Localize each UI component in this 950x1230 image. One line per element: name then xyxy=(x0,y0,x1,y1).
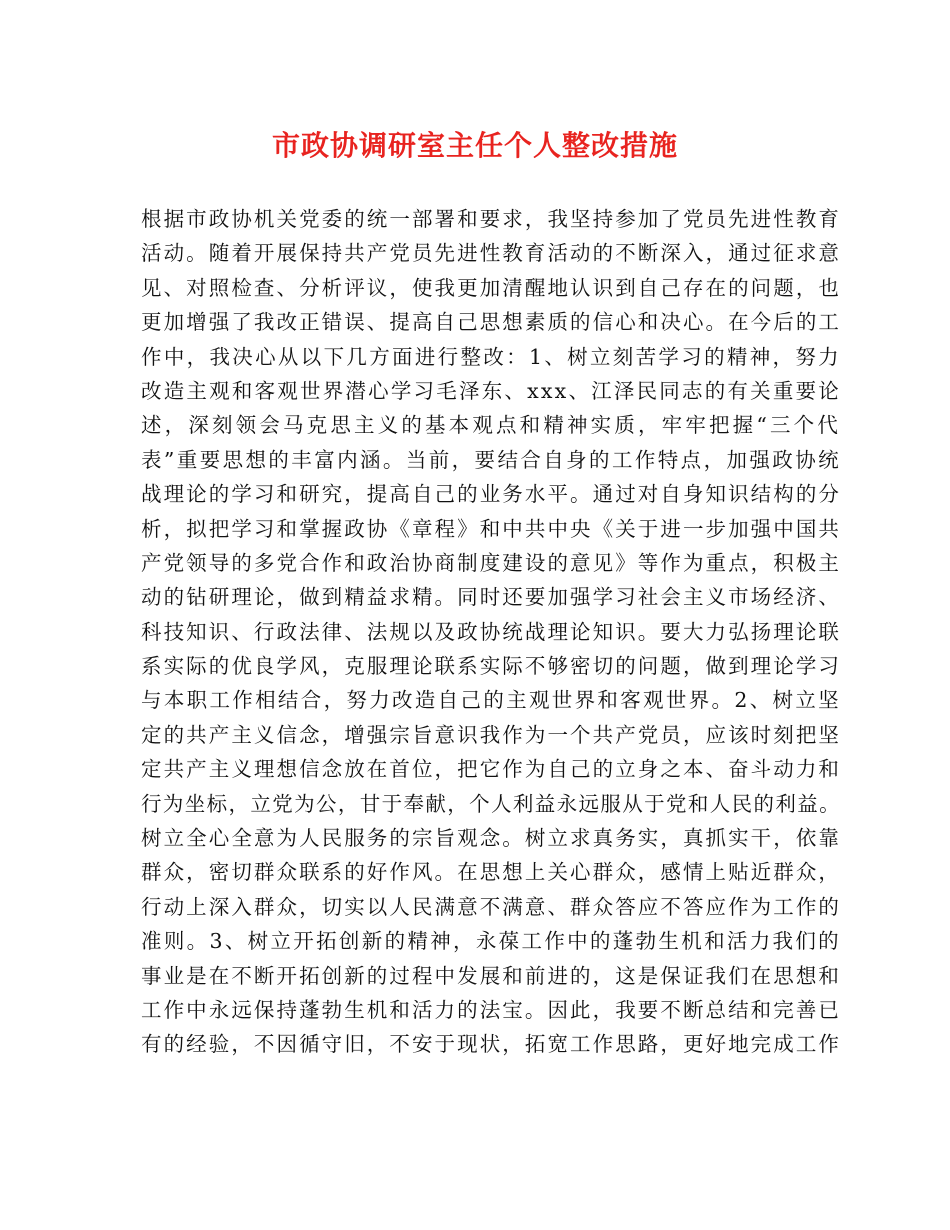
body-line: 事业是在不断开拓创新的过程中发展和前进的，这是保证我们在思想和 xyxy=(141,963,842,988)
body-line: 改造主观和客观世界潜心学习毛泽东、xxx、江泽民同志的有关重要论 xyxy=(141,378,841,403)
body-line: 有的经验，不因循守旧，不安于现状，拓宽工作思路，更好地完成工作 xyxy=(141,1032,842,1057)
body-line: 系实际的优良学风，克服理论联系实际不够密切的问题，做到理论学习 xyxy=(141,654,842,679)
document-body xyxy=(141,202,841,1062)
body-line: 根据市政协机关党委的统一部署和要求，我坚持参加了党员先进性教育 xyxy=(141,207,842,231)
body-line: 定的共产主义信念，增强宗旨意识我作为一个共产党员，应该时刻把坚 xyxy=(141,722,842,747)
body-line: 行动上深入群众，切实以人民满意不满意、群众答应不答应作为工作的 xyxy=(141,894,842,919)
body-line: 战理论的学习和研究，提高自己的业务水平。通过对自身知识结构的分 xyxy=(141,482,842,507)
body-line: 准则。3、树立开拓创新的精神，永葆工作中的蓬勃生机和活力我们的 xyxy=(141,929,841,954)
body-line: 表”重要思想的丰富内涵。当前，要结合自身的工作特点，加强政协统 xyxy=(141,447,842,472)
body-line: 科技知识、行政法律、法规以及政协统战理论知识。要大力弘扬理论联 xyxy=(141,619,842,644)
body-line: 工作中永远保持蓬勃生机和活力的法宝。因此，我要不断总结和完善已 xyxy=(141,997,842,1022)
document-title: 市政协调研室主任个人整改措施 xyxy=(271,129,678,162)
body-line: 动的钻研理论，做到精益求精。同时还要加强学习社会主义市场经济、 xyxy=(141,585,842,610)
body-line: 产党领导的多党合作和政治协商制度建设的意见》等作为重点，积极主 xyxy=(141,550,842,575)
body-line: 述，深刻领会马克思主义的基本观点和精神实质，牢牢把握“三个代 xyxy=(141,413,841,438)
body-line: 树立全心全意为人民服务的宗旨观念。树立求真务实，真抓实干，依靠 xyxy=(141,826,842,851)
body-line: 更加增强了我改正错误、提高自己思想素质的信心和决心。在今后的工 xyxy=(141,310,842,335)
body-line: 行为坐标，立党为公，甘于奉献，个人利益永远服从于党和人民的利益。 xyxy=(141,791,841,816)
body-line: 见、对照检查、分析评议，使我更加清醒地认识到自己存在的问题，也 xyxy=(141,275,842,300)
body-line: 定共产主义理想信念放在首位，把它作为自己的立身之本、奋斗动力和 xyxy=(141,757,842,782)
body-line: 群众，密切群众联系的好作风。在思想上关心群众，感情上贴近群众， xyxy=(141,860,842,885)
body-line: 与本职工作相结合，努力改造自己的主观世界和客观世界。2、树立坚 xyxy=(141,688,841,713)
body-line: 作中，我决心从以下几方面进行整改：1、树立刻苦学习的精神，努力 xyxy=(141,344,841,369)
body-line: 析，拟把学习和掌握政协《章程》和中共中央《关于进一步加强中国共 xyxy=(141,516,842,541)
body-line: 活动。随着开展保持共产党员先进性教育活动的不断深入，通过征求意 xyxy=(141,241,842,266)
